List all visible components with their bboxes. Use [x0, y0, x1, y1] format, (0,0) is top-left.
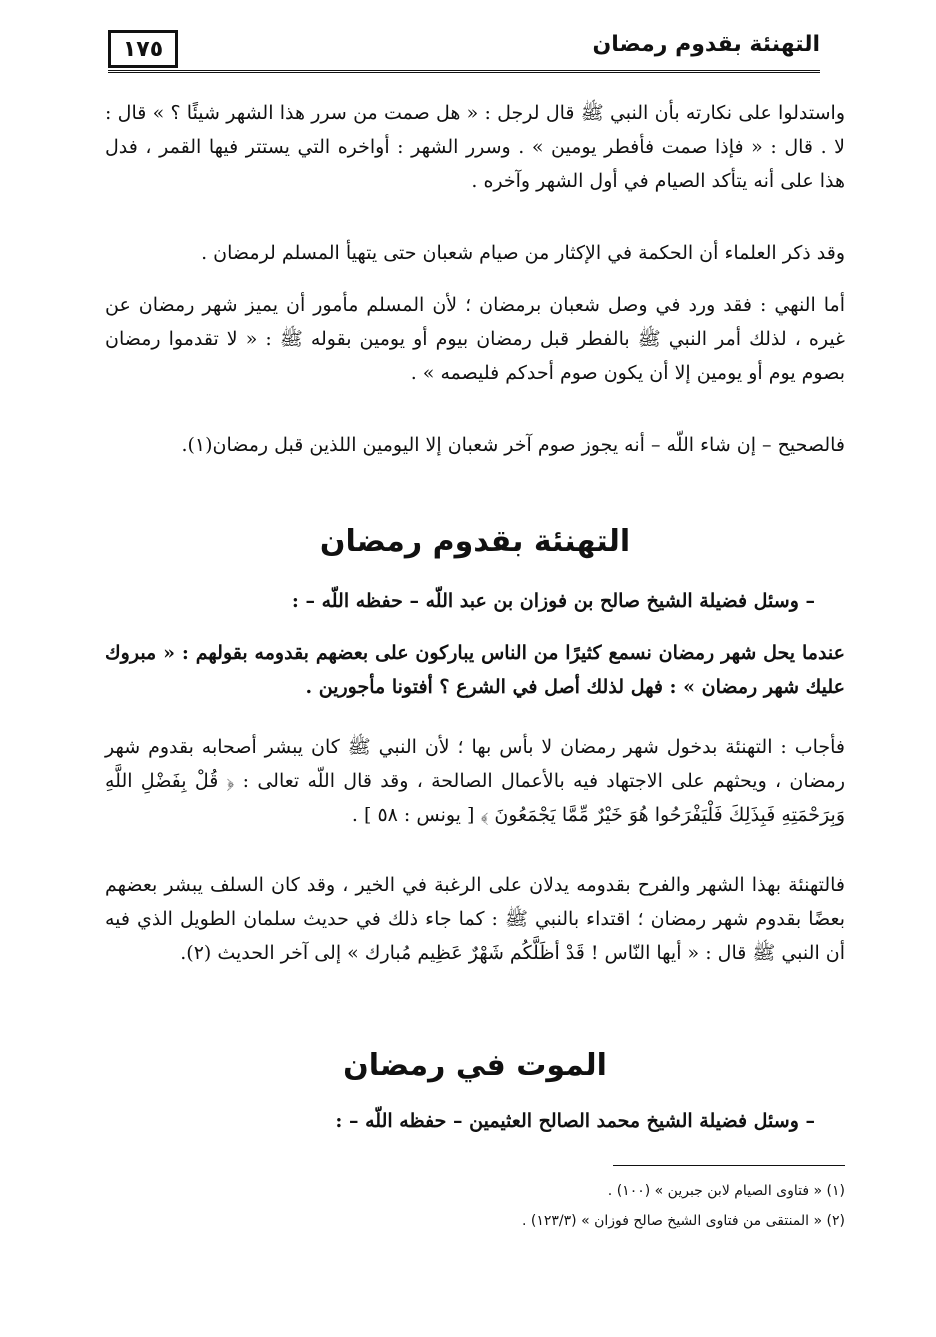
paragraph-2 [105, 236, 845, 270]
page-number: ١٧٥ [108, 30, 178, 68]
header-rule [108, 70, 820, 73]
paragraph-3 [105, 288, 845, 390]
running-title: التهنئة بقدوم رمضان [592, 32, 820, 57]
answer-paragraph-2 [105, 868, 845, 970]
paragraph-text: فالتهنئة بهذا الشهر والفرح بقدومه يدلان على الرغبة في الخير ، وقد كان السلف يبشر بعضهم بعضًا بقدوم شهر رمضان ؛ اقتداء بالنبي ﷺ : كما جاء ذلك في حديث سلمان الطويل الذي فيه أن النبي ﷺ قال : « أيها النّاس ! قَدْ أظَلَّكُم شَهْرٌ عَظِيم مُبارك » إلى آخر الحديث (٢). [105, 874, 845, 964]
answer-paragraph-1 [105, 730, 845, 832]
paragraph-text: واستدلوا على نكارته بأن النبي ﷺ قال لرجل : « هل صمت من سرر هذا الشهر شيئًا ؟ » قال : لا . قال : « فإذا صمت فأفطر يومين » . وسرر الشهر : أواخره التي يستتر فيها القمر ، فدل هذا على أنه يتأكد الصيام في أول الشهر وآخره . [105, 102, 845, 192]
section-heading-congratulation: التهنئة بقدوم رمضان [319, 524, 631, 559]
paragraph-text: فالصحيح – إن شاء اللّه – أنه يجوز صوم آخر شعبان إلا اليومين اللذين قبل رمضان(١). [181, 434, 845, 456]
footnote-1: (١) « فتاوى الصيام لابن جبرين » (١٠٠) . [607, 1183, 845, 1199]
paragraph-4 [105, 428, 845, 462]
question-intro-1: – وسئل فضيلة الشيخ صالح بن فوزان بن عبد اللّه – حفظه اللّه – : [291, 590, 815, 612]
question-intro-2: – وسئل فضيلة الشيخ محمد الصالح العثيمين – حفظه اللّه – : [335, 1110, 815, 1132]
question-text-1 [105, 636, 845, 704]
paragraph-1 [105, 96, 845, 198]
paragraph-text: عندما يحل شهر رمضان نسمع كثيرًا من الناس يباركون على بعضهم بقدومه بقولهم : « مبروك عليك شهر رمضان » : فهل لذلك أصل في الشرع ؟ أفتونا مأجورين . [105, 642, 845, 698]
section-heading-death: الموت في رمضان [343, 1048, 607, 1083]
paragraph-text: أما النهي : فقد ورد في وصل شعبان برمضان ؛ لأن المسلم مأمور أن يميز شهر رمضان عن غيره ، لذلك أمر النبي ﷺ بالفطر قبل رمضان بيوم أو يومين بقوله ﷺ : « لا تقدموا رمضان بصوم يوم أو يومين إلا أن يكون صوم أحدكم فليصمه » . [105, 294, 845, 384]
footnote-separator [613, 1165, 845, 1166]
paragraph-text: فأجاب : التهنئة بدخول شهر رمضان لا بأس بها ؛ لأن النبي ﷺ كان يبشر أصحابه بقدوم شهر رمضان ، ويحثهم على الاجتهاد فيه بالأعمال الصالحة ، وقد قال اللّه تعالى : ﴿ قُلْ بِفَضْلِ اللَّهِ وَبِرَحْمَتِهِ فَبِذَلِكَ فَلْيَفْرَحُوا هُوَ خَيْرٌ مِّمَّا يَجْمَعُونَ ﴾ [ يونس : ٥٨ ] . [105, 736, 845, 826]
paragraph-text: وقد ذكر العلماء أن الحكمة في الإكثار من صيام شعبان حتى يتهيأ المسلم لرمضان . [201, 242, 845, 264]
page-header [108, 30, 820, 74]
footnote-2: (٢) « المنتقى من فتاوى الشيخ صالح فوزان » (١٢٣/٣) . [521, 1213, 845, 1229]
